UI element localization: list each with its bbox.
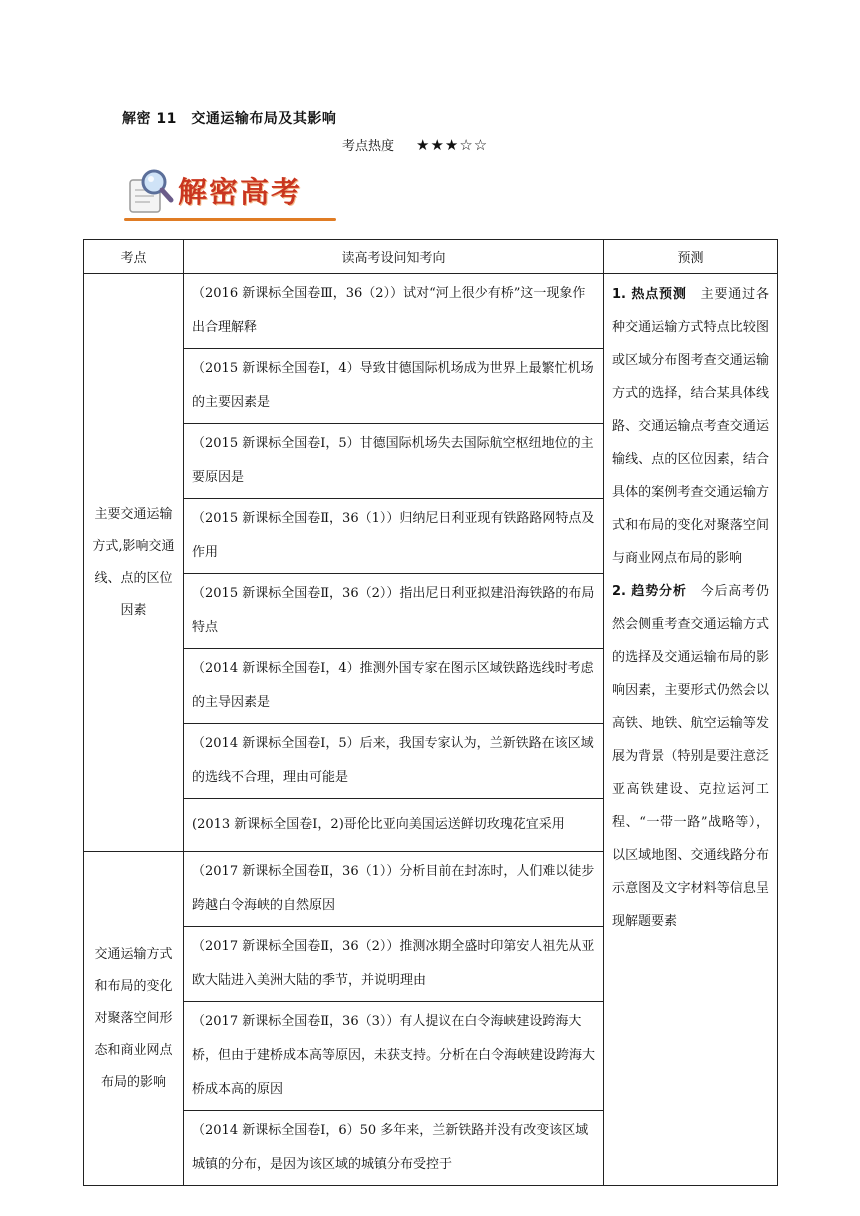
- question-cell: （2015 新课标全国卷Ⅱ，36（2））指出尼日利亚拟建沿海铁路的布局特点: [184, 574, 604, 649]
- question-cell: （2015 新课标全国卷Ⅱ，36（1））归纳尼日利亚现有铁路路网特点及作用: [184, 499, 604, 574]
- header-kaodian: 考点: [84, 240, 184, 274]
- banner-underline: [124, 218, 336, 221]
- banner: [120, 162, 336, 224]
- question-cell: （2014 新课标全国卷Ⅰ，6）50 多年来，兰新铁路并没有改变该区域城镇的分布，是因为该区域的城镇分布受控于: [184, 1111, 604, 1186]
- heat-rating: [342, 135, 488, 154]
- section-title: 解密 11 交通运输布局及其影响: [122, 111, 337, 127]
- question-cell: （2016 新课标全国卷Ⅲ，36（2））试对“河上很少有桥”这一现象作出合理解释: [184, 274, 604, 349]
- question-cell: （2017 新课标全国卷Ⅱ，36（3））有人提议在白令海峡建设跨海大桥，但由于建桥成本高等原因，未获支持。分析在白令海峡建设跨海大桥成本高的原因: [184, 1002, 604, 1111]
- prediction-trend-label: 2. 趋势分析: [612, 584, 687, 599]
- prediction-hot-label: 1. 热点预测: [612, 287, 687, 302]
- kaodian-1: 主要交通运输方式,影响交通线、点的区位因素: [84, 274, 184, 852]
- question-cell: （2014 新课标全国卷Ⅰ，4）推测外国专家在图示区域铁路选线时考虑的主导因素是: [184, 649, 604, 724]
- banner-title: 解密高考: [178, 175, 303, 209]
- prediction-trend-text: 今后高考仍然会侧重考查交通运输方式的选择及交通运输布局的影响因素，主要形式仍然会以高铁、地铁、航空运输等发展为背景（特别是要注意泛亚高铁建设、克拉运河工程、“一带一路”战略等），以区域地图、交通线路分布示意图及文字材料等信息呈现解题要素: [612, 584, 769, 929]
- question-cell: （2015 新课标全国卷Ⅰ，5）甘德国际机场失去国际航空枢纽地位的主要原因是: [184, 424, 604, 499]
- header-questions: 读高考设问知考向: [184, 240, 604, 274]
- question-cell: （2015 新课标全国卷Ⅰ，4）导致甘德国际机场成为世界上最繁忙机场的主要因素是: [184, 349, 604, 424]
- table-row: [84, 274, 778, 349]
- table-header-row: [84, 240, 778, 274]
- prediction-cell: [604, 274, 778, 1186]
- question-cell: （2014 新课标全国卷Ⅰ，5）后来，我国专家认为，兰新铁路在该区域的选线不合理，理由可能是: [184, 724, 604, 799]
- question-cell: （2017 新课标全国卷Ⅱ，36（1））分析目前在封冻时，人们难以徒步跨越白令海峡的自然原因: [184, 852, 604, 927]
- question-cell: （2017 新课标全国卷Ⅱ，36（2））推测冰期全盛时印第安人祖先从亚欧大陆进入美洲大陆的季节，并说明理由: [184, 927, 604, 1002]
- exam-table: [83, 239, 778, 1186]
- prediction-hot-text: 主要通过各种交通运输方式特点比较图或区域分布图考查交通运输方式的选择，结合某具体线路、交通运输点考查交通运输线、点的区位因素，结合具体的案例考查交通运输方式和布局的变化对聚落空间与商业网点布局的影响: [612, 287, 769, 566]
- header-prediction: 预测: [604, 240, 778, 274]
- heat-stars: ★★★☆☆: [416, 136, 489, 154]
- magnifier-notepad-icon: [124, 166, 176, 218]
- question-cell: (2013 新课标全国卷Ⅰ，2)哥伦比亚向美国运送鲜切玫瑰花宜采用: [184, 799, 604, 852]
- heat-label: 考点热度: [342, 139, 395, 154]
- kaodian-2: 交通运输方式和布局的变化对聚落空间形态和商业网点布局的影响: [84, 852, 184, 1186]
